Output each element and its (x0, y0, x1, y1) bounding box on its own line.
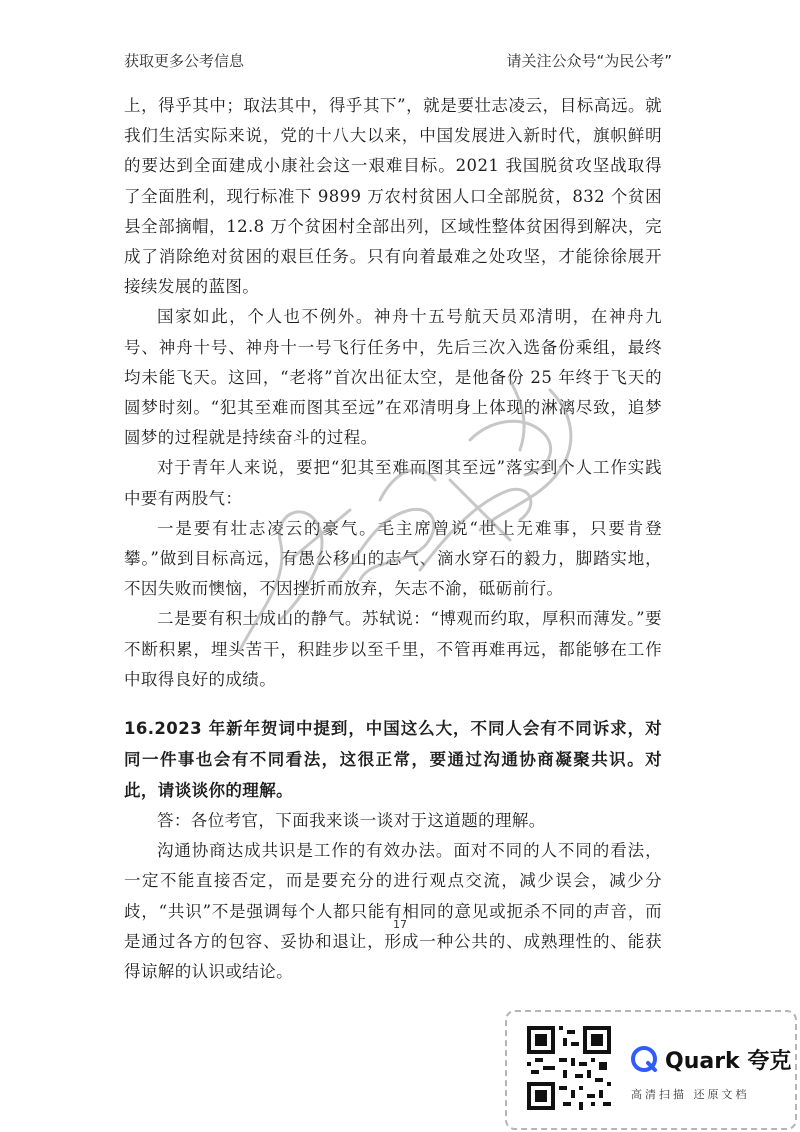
qr-code (527, 1026, 611, 1110)
paragraph-point-one: 一是要有壮志凌云的豪气。毛主席曾说“世上无难事，只要肯登攀。”做到目标高远，有愚公移山的志气、滴水穿石的毅力，脚踏实地，不因失败而懊恼，不因挫折而放弃，矢志不渝，砥砺前行。 (124, 518, 662, 599)
answer-body: 沟通协商达成共识是工作的有效办法。面对不同的人不同的看法，一定不能直接否定，而是要充分的进行观点交流，减少误会，减少分歧，“共识”不是强调每个人都只能有相同的意见或扼杀不同的声音，而是通过各方的包容、妥协和退让，形成一种公共的、成熟理性的、能获得谅解的认识或结论。 (124, 841, 662, 982)
paragraph-astronaut: 国家如此，个人也不例外。神舟十五号航天员邓清明，在神舟九号、神舟十号、神舟十一号飞行任务中，先后三次入选备份乘组，最终均未能飞天。这回，“老将”首次出征太空，是他备份 25 年终于飞天的圆梦时刻。“犯其至难而图其至远”在邓清明身上体现的淋漓尽致，追梦圆梦的过程就是持续奋斗的过程。 (124, 307, 662, 448)
paragraph-youth: 对于青年人来说，要把“犯其至难而图其至远”落实到个人工作实践中要有两股气： (124, 458, 662, 508)
quark-scan-badge (505, 1010, 797, 1130)
quark-logo-icon (629, 1044, 659, 1074)
header-right-text: 请关注公众号“为民公考” (506, 52, 672, 70)
answer-intro: 答：各位考官，下面我来谈一谈对于这道题的理解。 (157, 811, 546, 831)
quark-slogan: 高清扫描 还原文档 (631, 1088, 750, 1101)
quark-brand (629, 1042, 791, 1076)
paragraph-continued: 上，得乎其中；取法其中，得乎其下”，就是要壮志凌云，目标高远。就我们生活实际来说，党的十八大以来，中国发展进入新时代，旗帜鲜明的要达到全面建成小康社会这一艰难目标。2021 我国脱贫攻坚战取得了全面胜利，现行标准下 9899 万农村贫困人口全部脱贫，832 个贫困县全部摘帽，12.8 万个贫困村全部出列，区域性整体贫困得到解决，完成了消除绝对贫困的艰巨任务。只有向着最难之处攻坚，才能徐徐展开接续发展的蓝图。 (124, 96, 662, 297)
question-16: 16.2023 年新年贺词中提到，中国这么大，不同人会有不同诉求，对同一件事也会有不同看法，这很正常，要通过沟通协商凝聚共识。对此，请谈谈你的理解。 (124, 719, 662, 801)
page-header (124, 50, 672, 74)
quark-brand-name: Quark 夸克 (665, 1048, 792, 1074)
page-number: 17 (393, 918, 407, 931)
paragraph-point-two: 二是要有积土成山的静气。苏轼说：“博观而约取，厚积而薄发。”要不断积累，埋头苦干，积跬步以至千里，不管再难再远，都能够在工作中取得良好的成绩。 (124, 609, 662, 689)
header-left-text: 获取更多公考信息 (124, 52, 245, 70)
page-body (124, 91, 662, 987)
